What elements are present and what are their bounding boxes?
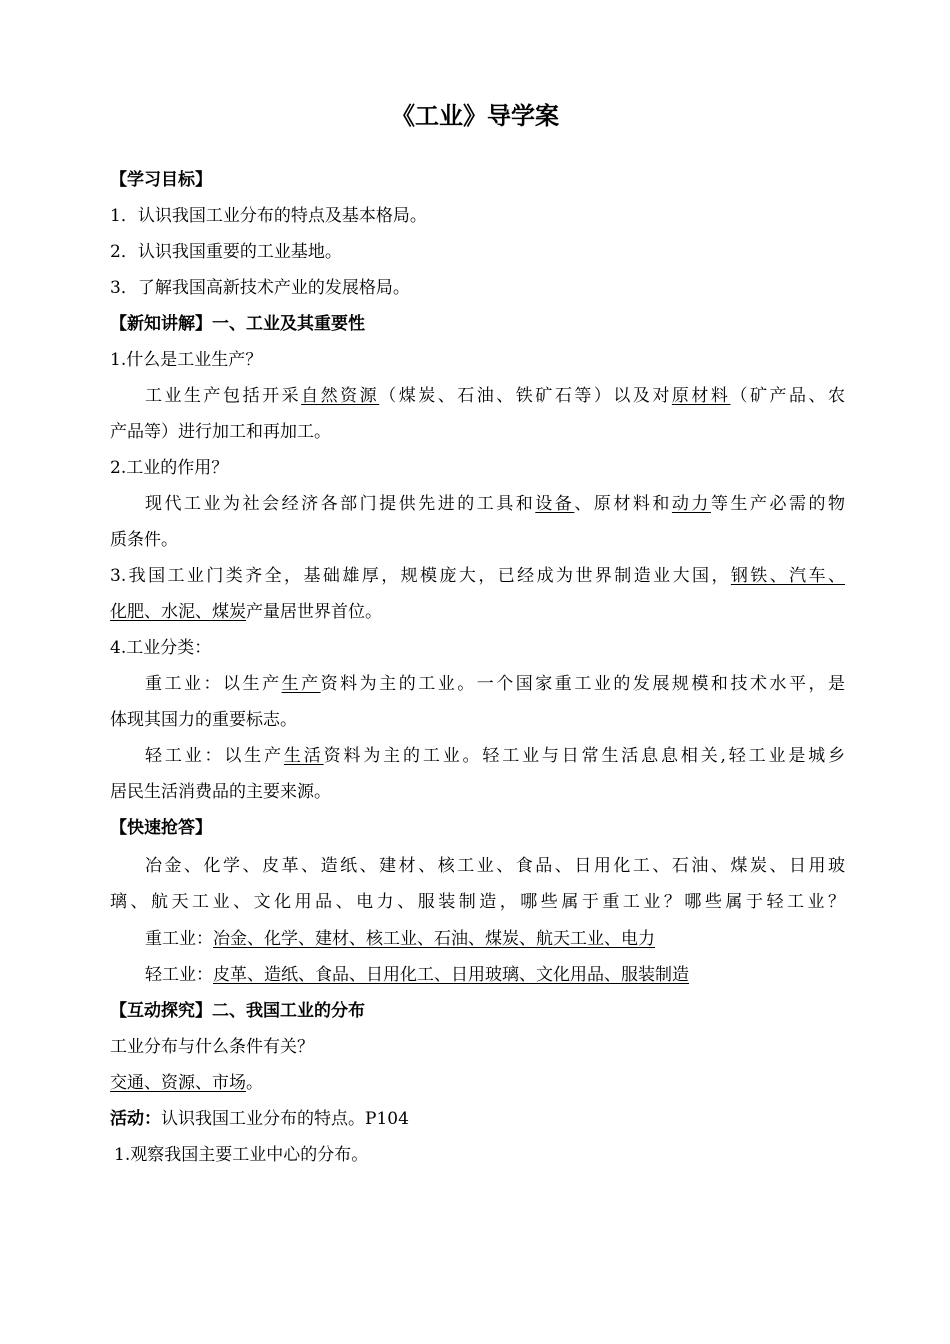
paragraph-2-line-2: 质条件。 xyxy=(110,530,178,550)
paragraph-3-line-1: 3.我国工业门类齐全，基础雄厚，规模庞大，已经成为世界制造业大国，钢铁、汽车、 xyxy=(110,566,846,586)
question-2: 2.工业的作用？ xyxy=(110,458,229,478)
quick-question-line-1: 冶金、化学、皮革、造纸、建材、核工业、食品、日用化工、石油、煤炭、日用玻 xyxy=(145,856,845,876)
heavy-industry-answer: 重工业：冶金、化学、建材、核工业、石油、煤炭、航天工业、电力 xyxy=(145,929,655,949)
activity-label: 活动： xyxy=(110,1109,161,1129)
blank-power: 动力 xyxy=(671,494,711,514)
activity-line: 活动：认识我国工业分布的特点。P104 xyxy=(110,1109,409,1129)
light-industry-answer: 轻工业：皮革、造纸、食品、日用化工、日用玻璃、文化用品、服装制造 xyxy=(145,965,689,985)
light-industry-line-1: 轻工业：以生产生活资料为主的工业。轻工业与日常生活息息相关,轻工业是城乡 xyxy=(145,746,846,766)
document-title: 《工业》导学案 xyxy=(391,102,559,130)
paragraph-1-line-2: 产品等）进行加工和再加工。 xyxy=(110,422,331,442)
new-knowledge-heading: 【新知讲解】一、工业及其重要性 xyxy=(110,314,365,334)
light-industry-line-2: 居民生活消费品的主要来源。 xyxy=(110,782,331,802)
blank-equipment: 设备 xyxy=(535,494,575,514)
blank-steel-cars: 钢铁、汽车、 xyxy=(730,566,846,586)
goal-item-1: 1．认识我国工业分布的特点及基本格局。 xyxy=(110,206,427,226)
goal-item-2: 2．认识我国重要的工业基地。 xyxy=(110,242,342,262)
heavy-industry-line-1: 重工业：以生产生产资料为主的工业。一个国家重工业的发展规模和技术水平，是 xyxy=(145,674,846,694)
quick-answer-heading: 【快速抢答】 xyxy=(110,818,212,838)
blank-fertilizer-cement-coal: 化肥、水泥、煤炭 xyxy=(110,602,246,622)
blank-raw-materials: 原材料 xyxy=(671,386,731,406)
explore-heading: 【互动探究】二、我国工业的分布 xyxy=(110,1001,365,1021)
activity-step-1: 1.观察我国主要工业中心的分布。 xyxy=(114,1145,369,1165)
goals-heading: 【学习目标】 xyxy=(110,170,212,190)
goal-item-3: 3．了解我国高新技术产业的发展格局。 xyxy=(110,278,410,298)
paragraph-1-line-1: 工业生产包括开采自然资源（煤炭、石油、铁矿石等）以及对原材料（矿产品、农 xyxy=(145,386,846,406)
blank-natural-resources: 自然资源 xyxy=(301,386,380,406)
blank-living: 生活 xyxy=(283,746,324,766)
explore-question: 工业分布与什么条件有关？ xyxy=(110,1037,314,1057)
quick-question-line-2: 璃、航天工业、文化用品、电力、服装制造，哪些属于重工业？哪些属于轻工业？ xyxy=(110,892,845,912)
question-1: 1.什么是工业生产？ xyxy=(110,350,263,370)
question-4: 4.工业分类： xyxy=(110,638,212,658)
heavy-industry-answer-text: 冶金、化学、建材、核工业、石油、煤炭、航天工业、电力 xyxy=(213,929,655,949)
heavy-industry-line-2: 体现其国力的重要标志。 xyxy=(110,710,297,730)
explore-answer-text: 交通、资源、市场 xyxy=(110,1073,246,1093)
light-industry-answer-text: 皮革、造纸、食品、日用化工、日用玻璃、文化用品、服装制造 xyxy=(213,965,689,985)
paragraph-3-line-2: 化肥、水泥、煤炭产量居世界首位。 xyxy=(110,602,382,622)
explore-answer: 交通、资源、市场。 xyxy=(110,1073,263,1093)
blank-production: 生产 xyxy=(281,674,321,694)
paragraph-2-line-1: 现代工业为社会经济各部门提供先进的工具和设备、原材料和动力等生产必需的物 xyxy=(145,494,846,514)
